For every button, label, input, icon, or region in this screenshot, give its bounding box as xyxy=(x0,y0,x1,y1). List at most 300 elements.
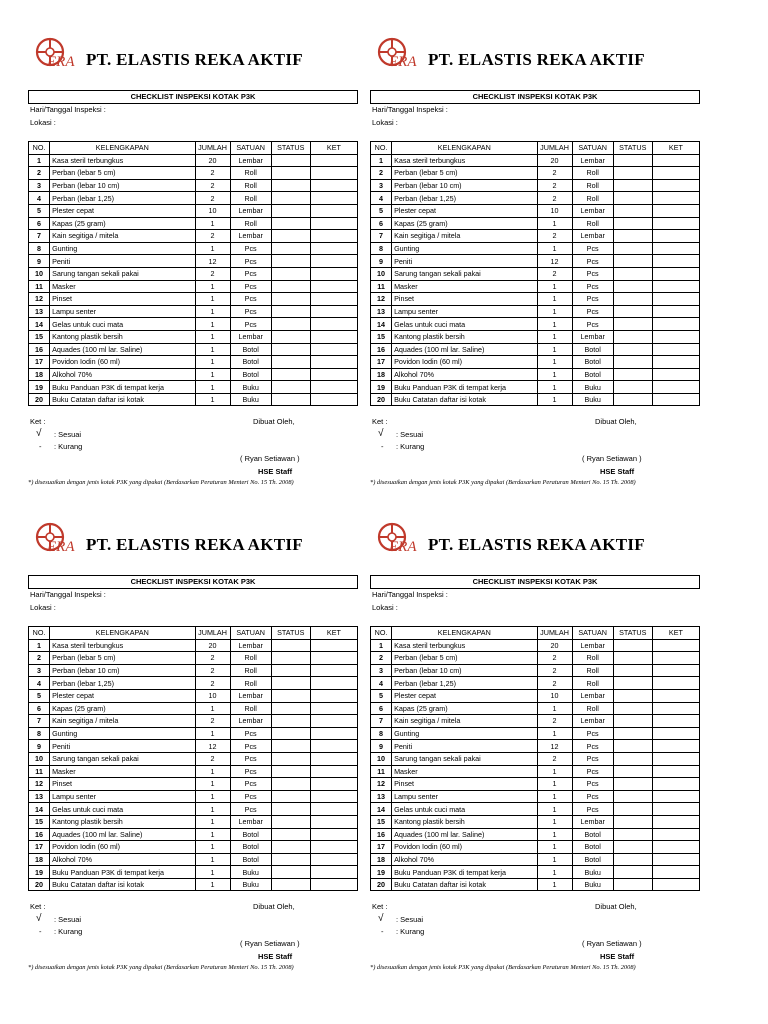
table-row xyxy=(371,179,700,192)
dash-icon: - xyxy=(39,442,42,451)
item-note-cell xyxy=(310,803,357,816)
table-row xyxy=(371,639,700,652)
item-no: 4 xyxy=(371,677,392,690)
item-status-cell xyxy=(613,192,652,205)
item-no: 9 xyxy=(371,255,392,268)
item-note-cell xyxy=(310,652,357,665)
item-unit: Roll xyxy=(230,702,271,715)
item-unit: Pcs xyxy=(572,293,613,306)
item-name: Kapas (25 gram) xyxy=(50,217,195,230)
item-note-cell xyxy=(652,356,699,369)
table-row xyxy=(371,230,700,243)
item-unit: Pcs xyxy=(230,318,271,331)
item-status-cell xyxy=(271,752,310,765)
item-unit: Pcs xyxy=(572,803,613,816)
item-name: Masker xyxy=(392,280,537,293)
item-status-cell xyxy=(271,242,310,255)
item-unit: Lembar xyxy=(572,689,613,702)
item-note-cell xyxy=(652,878,699,891)
item-no: 1 xyxy=(29,639,50,652)
item-unit: Roll xyxy=(230,652,271,665)
item-name: Gunting xyxy=(50,242,195,255)
table-row xyxy=(29,255,358,268)
item-note-cell xyxy=(310,230,357,243)
item-note-cell xyxy=(652,192,699,205)
item-unit: Pcs xyxy=(572,255,613,268)
item-note-cell xyxy=(310,343,357,356)
item-name: Alkohol 70% xyxy=(392,853,537,866)
item-qty: 1 xyxy=(195,318,230,331)
table-row xyxy=(29,790,358,803)
item-name: Plester cepat xyxy=(50,689,195,702)
date-label: Hari/Tanggal Inspeksi : xyxy=(30,590,106,599)
table-row xyxy=(371,192,700,205)
item-name: Perban (lebar 5 cm) xyxy=(50,167,195,180)
column-header-note: KET xyxy=(310,142,357,155)
item-unit: Pcs xyxy=(572,765,613,778)
table-row xyxy=(371,318,700,331)
item-status-cell xyxy=(271,778,310,791)
item-qty: 2 xyxy=(195,752,230,765)
item-note-cell xyxy=(310,393,357,406)
item-note-cell xyxy=(310,639,357,652)
table-row xyxy=(29,230,358,243)
table-row xyxy=(29,727,358,740)
table-row xyxy=(371,356,700,369)
item-status-cell xyxy=(271,790,310,803)
item-note-cell xyxy=(310,255,357,268)
item-no: 14 xyxy=(371,318,392,331)
item-note-cell xyxy=(652,293,699,306)
item-no: 5 xyxy=(371,689,392,702)
item-no: 13 xyxy=(371,790,392,803)
item-no: 1 xyxy=(371,639,392,652)
table-row xyxy=(371,702,700,715)
item-no: 5 xyxy=(29,204,50,217)
item-no: 7 xyxy=(371,715,392,728)
item-qty: 1 xyxy=(195,381,230,394)
item-qty: 2 xyxy=(195,167,230,180)
item-unit: Botol xyxy=(572,368,613,381)
item-unit: Lembar xyxy=(230,639,271,652)
item-qty: 1 xyxy=(195,356,230,369)
item-name: Kasa steril terbungkus xyxy=(392,639,537,652)
table-row xyxy=(371,778,700,791)
item-note-cell xyxy=(310,878,357,891)
item-note-cell xyxy=(310,154,357,167)
item-no: 11 xyxy=(29,765,50,778)
item-note-cell xyxy=(310,828,357,841)
checklist-table xyxy=(28,141,358,406)
item-no: 20 xyxy=(29,878,50,891)
item-qty: 1 xyxy=(195,841,230,854)
item-unit: Roll xyxy=(572,652,613,665)
item-note-cell xyxy=(310,765,357,778)
item-name: Perban (lebar 5 cm) xyxy=(392,652,537,665)
table-row xyxy=(371,267,700,280)
item-qty: 10 xyxy=(195,689,230,702)
table-row xyxy=(29,702,358,715)
item-qty: 2 xyxy=(537,677,572,690)
item-qty: 2 xyxy=(195,652,230,665)
item-name: Gelas untuk cuci mata xyxy=(392,803,537,816)
company-name: PT. ELASTIS REKA AKTIF xyxy=(86,50,303,69)
item-note-cell xyxy=(310,217,357,230)
table-row xyxy=(29,242,358,255)
column-header-qty: JUMLAH xyxy=(195,627,230,640)
item-unit: Lembar xyxy=(572,330,613,343)
item-status-cell xyxy=(613,217,652,230)
footnote: *) disesuaikan dengan jenis kotak P3K yang dipakai (Berdasarkan Peraturan Menteri No. 15 Th. 2008) xyxy=(28,479,294,486)
item-qty: 12 xyxy=(537,740,572,753)
item-name: Aquades (100 ml lar. Saline) xyxy=(50,343,195,356)
item-note-cell xyxy=(652,393,699,406)
item-status-cell xyxy=(271,803,310,816)
item-unit: Lembar xyxy=(572,815,613,828)
item-name: Peniti xyxy=(392,740,537,753)
column-header-unit: SATUAN xyxy=(572,627,613,640)
item-note-cell xyxy=(652,305,699,318)
item-note-cell xyxy=(652,790,699,803)
item-name: Kapas (25 gram) xyxy=(392,217,537,230)
table-row xyxy=(371,293,700,306)
item-no: 4 xyxy=(29,192,50,205)
item-status-cell xyxy=(271,664,310,677)
item-name: Gelas untuk cuci mata xyxy=(392,318,537,331)
footnote: *) disesuaikan dengan jenis kotak P3K yang dipakai (Berdasarkan Peraturan Menteri No. 15 Th. 2008) xyxy=(370,479,636,486)
lacking-legend: : Kurang xyxy=(396,927,425,936)
item-name: Gunting xyxy=(50,727,195,740)
table-row xyxy=(371,280,700,293)
item-note-cell xyxy=(310,179,357,192)
item-no: 16 xyxy=(29,828,50,841)
item-note-cell xyxy=(310,192,357,205)
item-note-cell xyxy=(310,204,357,217)
item-status-cell xyxy=(613,740,652,753)
item-note-cell xyxy=(652,343,699,356)
item-note-cell xyxy=(652,803,699,816)
item-qty: 12 xyxy=(537,255,572,268)
logo-text: ERA xyxy=(47,539,75,555)
item-unit: Roll xyxy=(572,677,613,690)
item-status-cell xyxy=(613,841,652,854)
table-row xyxy=(29,803,358,816)
item-status-cell xyxy=(613,179,652,192)
item-no: 3 xyxy=(371,664,392,677)
table-row xyxy=(29,853,358,866)
column-header-no: NO. xyxy=(29,627,50,640)
item-qty: 2 xyxy=(537,664,572,677)
table-row xyxy=(29,740,358,753)
table-row xyxy=(371,803,700,816)
item-name: Masker xyxy=(392,765,537,778)
item-no: 17 xyxy=(29,841,50,854)
item-name: Povidon Iodin (60 ml) xyxy=(50,356,195,369)
table-row xyxy=(29,318,358,331)
item-name: Kain segitiga / mitela xyxy=(392,230,537,243)
item-qty: 10 xyxy=(537,204,572,217)
item-no: 6 xyxy=(29,217,50,230)
ket-label: Ket : xyxy=(372,902,388,911)
item-note-cell xyxy=(310,330,357,343)
item-unit: Lembar xyxy=(230,815,271,828)
item-qty: 1 xyxy=(537,702,572,715)
signer-name: ( Ryan Setiawan ) xyxy=(582,454,642,463)
item-qty: 20 xyxy=(537,639,572,652)
item-note-cell xyxy=(652,217,699,230)
item-name: Sarung tangan sekali pakai xyxy=(50,752,195,765)
item-unit: Roll xyxy=(230,664,271,677)
item-status-cell xyxy=(613,878,652,891)
item-note-cell xyxy=(310,715,357,728)
item-name: Kapas (25 gram) xyxy=(50,702,195,715)
item-note-cell xyxy=(310,677,357,690)
date-label: Hari/Tanggal Inspeksi : xyxy=(372,105,448,114)
item-qty: 2 xyxy=(195,230,230,243)
item-status-cell xyxy=(271,217,310,230)
item-no: 14 xyxy=(29,803,50,816)
item-status-cell xyxy=(271,828,310,841)
item-qty: 1 xyxy=(537,841,572,854)
company-name: PT. ELASTIS REKA AKTIF xyxy=(86,535,303,554)
item-qty: 1 xyxy=(537,727,572,740)
item-status-cell xyxy=(613,652,652,665)
table-row xyxy=(371,866,700,879)
item-unit: Pcs xyxy=(230,280,271,293)
item-status-cell xyxy=(613,343,652,356)
item-unit: Roll xyxy=(572,192,613,205)
column-header-no: NO. xyxy=(371,142,392,155)
item-unit: Botol xyxy=(230,343,271,356)
item-name: Perban (lebar 1,25) xyxy=(392,677,537,690)
item-unit: Pcs xyxy=(572,267,613,280)
column-header-note: KET xyxy=(652,142,699,155)
item-note-cell xyxy=(652,267,699,280)
item-status-cell xyxy=(271,192,310,205)
item-unit: Lembar xyxy=(230,330,271,343)
item-note-cell xyxy=(652,715,699,728)
table-row xyxy=(29,841,358,854)
table-row xyxy=(29,664,358,677)
item-status-cell xyxy=(271,689,310,702)
item-status-cell xyxy=(613,293,652,306)
check-icon: √ xyxy=(378,913,384,924)
item-no: 8 xyxy=(29,242,50,255)
item-status-cell xyxy=(271,815,310,828)
item-name: Pinset xyxy=(50,778,195,791)
item-status-cell xyxy=(613,815,652,828)
lacking-legend: : Kurang xyxy=(54,442,83,451)
item-note-cell xyxy=(310,305,357,318)
item-status-cell xyxy=(271,255,310,268)
item-note-cell xyxy=(310,356,357,369)
item-note-cell xyxy=(652,652,699,665)
item-unit: Pcs xyxy=(230,293,271,306)
item-qty: 1 xyxy=(195,330,230,343)
item-qty: 2 xyxy=(195,664,230,677)
item-note-cell xyxy=(652,368,699,381)
item-status-cell xyxy=(271,167,310,180)
item-note-cell xyxy=(652,866,699,879)
item-no: 20 xyxy=(371,393,392,406)
item-note-cell xyxy=(652,677,699,690)
item-note-cell xyxy=(310,702,357,715)
item-status-cell xyxy=(271,204,310,217)
company-header xyxy=(34,36,364,72)
item-qty: 2 xyxy=(537,752,572,765)
item-no: 5 xyxy=(29,689,50,702)
check-icon: √ xyxy=(36,428,42,439)
item-qty: 2 xyxy=(537,652,572,665)
table-row xyxy=(29,828,358,841)
item-status-cell xyxy=(271,740,310,753)
item-status-cell xyxy=(271,381,310,394)
item-no: 19 xyxy=(29,866,50,879)
item-qty: 1 xyxy=(537,381,572,394)
item-status-cell xyxy=(271,715,310,728)
column-header-item: KELENGKAPAN xyxy=(392,142,537,155)
item-note-cell xyxy=(652,702,699,715)
item-status-cell xyxy=(271,230,310,243)
item-no: 16 xyxy=(371,343,392,356)
item-unit: Pcs xyxy=(572,242,613,255)
table-row xyxy=(371,853,700,866)
item-status-cell xyxy=(613,752,652,765)
item-unit: Pcs xyxy=(572,740,613,753)
item-qty: 1 xyxy=(537,330,572,343)
item-qty: 1 xyxy=(537,790,572,803)
item-qty: 1 xyxy=(537,866,572,879)
item-no: 1 xyxy=(371,154,392,167)
item-name: Perban (lebar 1,25) xyxy=(50,677,195,690)
item-unit: Roll xyxy=(572,702,613,715)
item-name: Kantong plastik bersih xyxy=(50,330,195,343)
item-status-cell xyxy=(271,154,310,167)
item-note-cell xyxy=(310,752,357,765)
item-status-cell xyxy=(613,866,652,879)
table-row xyxy=(371,343,700,356)
item-no: 15 xyxy=(371,815,392,828)
item-note-cell xyxy=(652,740,699,753)
made-by-label: Dibuat Oleh, xyxy=(253,902,295,911)
item-status-cell xyxy=(271,179,310,192)
item-name: Povidon Iodin (60 ml) xyxy=(50,841,195,854)
item-no: 20 xyxy=(371,878,392,891)
item-qty: 1 xyxy=(195,853,230,866)
item-qty: 1 xyxy=(537,293,572,306)
item-qty: 2 xyxy=(537,715,572,728)
item-qty: 1 xyxy=(537,343,572,356)
item-qty: 2 xyxy=(537,230,572,243)
item-unit: Lembar xyxy=(572,639,613,652)
ket-label: Ket : xyxy=(372,417,388,426)
form-title: CHECKLIST INSPEKSI KOTAK P3K xyxy=(370,90,700,104)
item-note-cell xyxy=(310,689,357,702)
item-qty: 1 xyxy=(537,778,572,791)
item-qty: 10 xyxy=(537,689,572,702)
item-unit: Roll xyxy=(572,179,613,192)
item-qty: 2 xyxy=(537,192,572,205)
item-unit: Botol xyxy=(230,368,271,381)
item-name: Kantong plastik bersih xyxy=(392,330,537,343)
item-unit: Pcs xyxy=(572,318,613,331)
item-no: 8 xyxy=(371,727,392,740)
item-note-cell xyxy=(652,280,699,293)
table-row xyxy=(371,381,700,394)
item-name: Kain segitiga / mitela xyxy=(392,715,537,728)
made-by-label: Dibuat Oleh, xyxy=(595,902,637,911)
item-note-cell xyxy=(310,280,357,293)
signer-name: ( Ryan Setiawan ) xyxy=(240,939,300,948)
item-name: Sarung tangan sekali pakai xyxy=(392,752,537,765)
item-name: Buku Panduan P3K di tempat kerja xyxy=(392,381,537,394)
column-header-note: KET xyxy=(310,627,357,640)
footnote: *) disesuaikan dengan jenis kotak P3K yang dipakai (Berdasarkan Peraturan Menteri No. 15 Th. 2008) xyxy=(28,964,294,971)
item-name: Plester cepat xyxy=(392,689,537,702)
checklist-table xyxy=(28,626,358,891)
table-row xyxy=(29,866,358,879)
item-name: Kain segitiga / mitela xyxy=(50,230,195,243)
logo-text: ERA xyxy=(389,539,417,555)
item-unit: Lembar xyxy=(572,204,613,217)
item-no: 10 xyxy=(371,267,392,280)
item-name: Gunting xyxy=(392,242,537,255)
item-note-cell xyxy=(652,204,699,217)
checklist-form-3 xyxy=(28,517,358,987)
table-header-row xyxy=(371,142,700,155)
item-qty: 1 xyxy=(537,765,572,778)
item-note-cell xyxy=(652,853,699,866)
location-label: Lokasi : xyxy=(372,118,398,127)
table-row xyxy=(371,330,700,343)
item-no: 15 xyxy=(29,815,50,828)
made-by-label: Dibuat Oleh, xyxy=(595,417,637,426)
item-no: 7 xyxy=(29,715,50,728)
table-row xyxy=(371,740,700,753)
table-row xyxy=(371,217,700,230)
company-name: PT. ELASTIS REKA AKTIF xyxy=(428,50,645,69)
item-qty: 1 xyxy=(195,866,230,879)
item-note-cell xyxy=(652,179,699,192)
item-qty: 1 xyxy=(195,778,230,791)
item-qty: 1 xyxy=(195,702,230,715)
item-unit: Lembar xyxy=(230,154,271,167)
company-logo-icon xyxy=(376,36,422,72)
item-status-cell xyxy=(271,639,310,652)
logo-text: ERA xyxy=(389,54,417,70)
signer-role: HSE Staff xyxy=(258,467,293,476)
ok-legend: : Sesuai xyxy=(54,430,82,439)
item-unit: Pcs xyxy=(230,242,271,255)
item-name: Kasa steril terbungkus xyxy=(50,639,195,652)
item-name: Gunting xyxy=(392,727,537,740)
item-note-cell xyxy=(652,154,699,167)
item-no: 19 xyxy=(371,866,392,879)
check-icon: √ xyxy=(36,913,42,924)
item-status-cell xyxy=(613,167,652,180)
item-unit: Botol xyxy=(572,853,613,866)
item-note-cell xyxy=(310,740,357,753)
item-no: 6 xyxy=(29,702,50,715)
item-status-cell xyxy=(271,368,310,381)
item-name: Perban (lebar 10 cm) xyxy=(50,664,195,677)
item-qty: 1 xyxy=(537,242,572,255)
item-qty: 1 xyxy=(537,803,572,816)
item-name: Buku Panduan P3K di tempat kerja xyxy=(50,866,195,879)
item-unit: Pcs xyxy=(230,740,271,753)
checklist-table xyxy=(370,141,700,406)
item-note-cell xyxy=(310,790,357,803)
